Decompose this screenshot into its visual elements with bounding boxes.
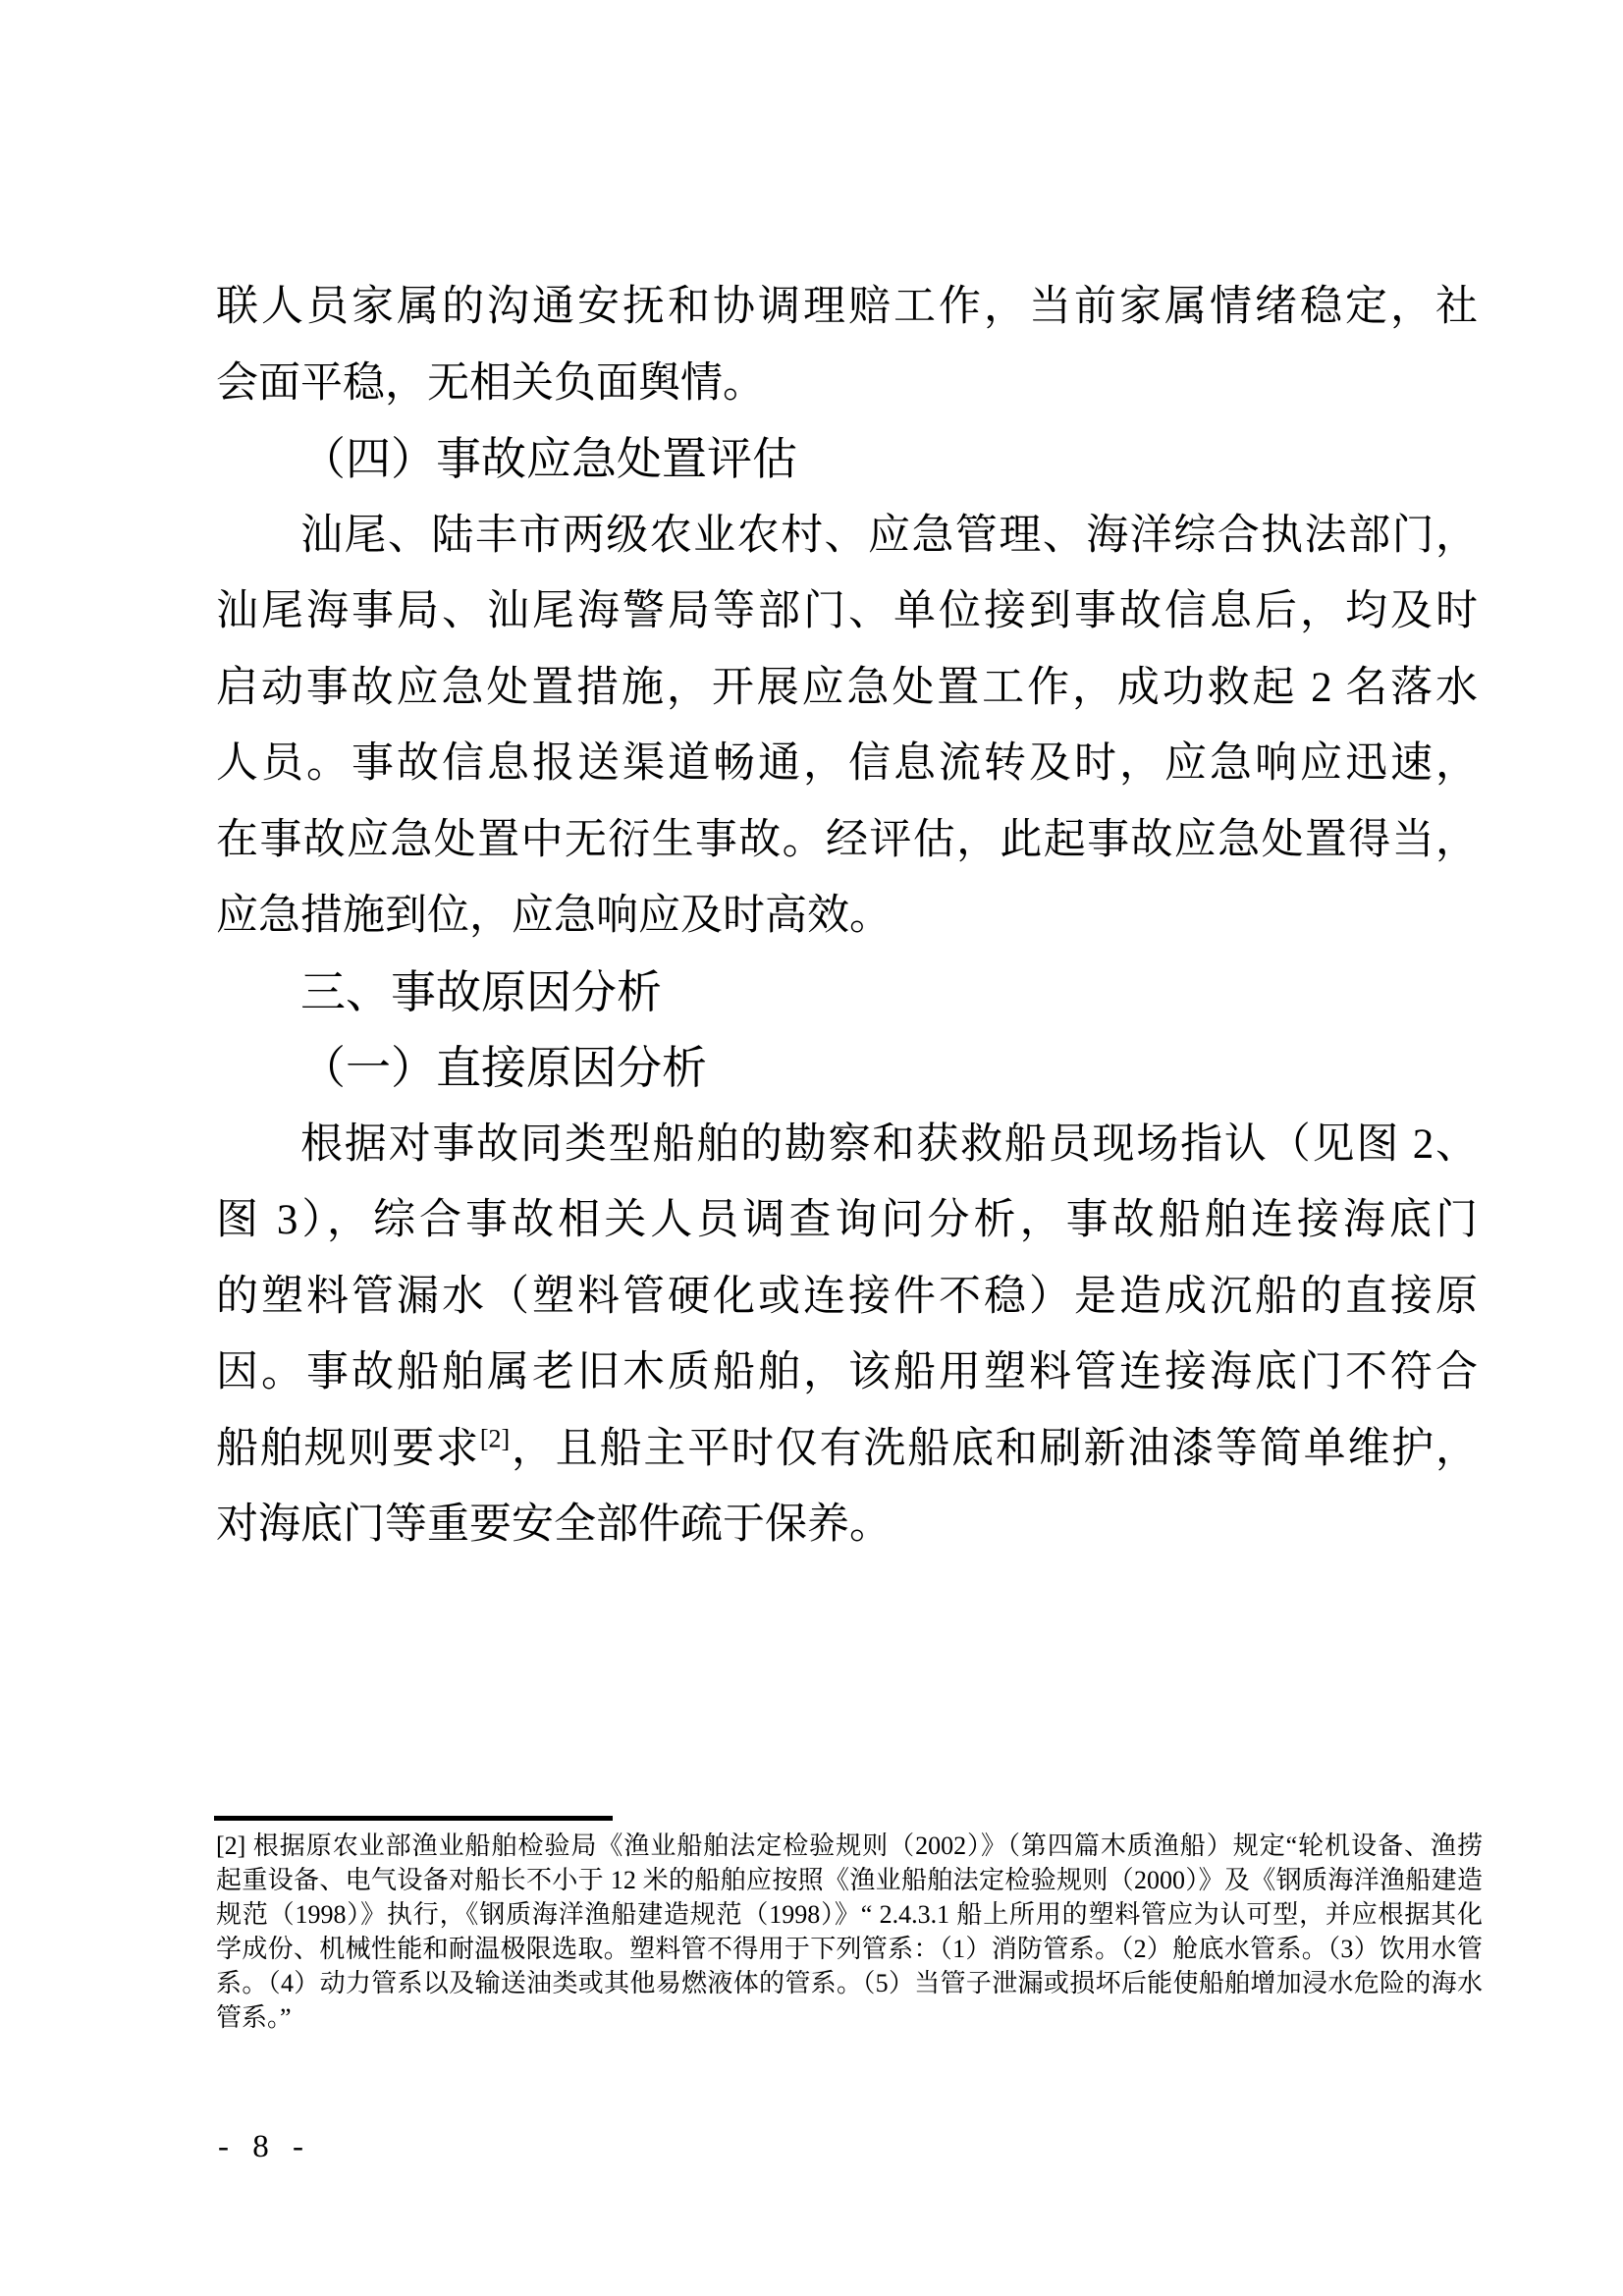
footnote [216,1829,1483,2035]
footnote-ref-sup: [2] [479,1424,511,1453]
body-line: 因。事故船舶属老旧木质船舶，该船用塑料管连接海底门不符合 [216,1349,1478,1395]
footnote-separator [214,1816,613,1821]
section-heading-four: （四）事故应急处置评估 [300,434,797,484]
body-line: 人员。事故信息报送渠道畅通，信息流转及时，应急响应迅速， [216,740,1478,787]
body-line: 联人员家属的沟通安抚和协调理赔工作，当前家属情绪稳定，社 [216,284,1478,330]
body-line: 汕尾海事局、汕尾海警局等部门、单位接到事故信息后，均及时 [216,588,1478,634]
page-number: - 8 - [218,2129,311,2164]
body-line: 对海底门等重要安全部件疏于保养。 [216,1502,892,1548]
body-line-segment: 船舶规则要求 [216,1425,480,1472]
body-line-with-footnote-ref [216,1411,1478,1488]
body-line: 在事故应急处置中无衍生事故。经评估，此起事故应急处置得当， [216,816,1478,863]
body-line: 图 3），综合事故相关人员调查询问分析，事故船舶连接海底门 [216,1197,1478,1243]
body-line-segment: ，且船主平时仅有洗船底和刷新油漆等简单维护， [510,1425,1479,1472]
footnote-line: [2] 根据原农业部渔业船舶检验局《渔业船舶法定检验规则（2002）》（第四篇木质渔船）规定“轮机设备、渔捞 [216,1831,1483,1860]
body-line: 的塑料管漏水（塑料管硬化或连接件不稳）是造成沉船的直接原 [216,1273,1478,1320]
main-text [216,269,1478,1563]
footnote-line: 管系。” [216,2003,292,2032]
chapter-heading: 三、事故原因分析 [300,966,662,1017]
body-line: 汕尾、陆丰市两级农业农村、应急管理、海洋综合执法部门， [300,512,1478,559]
subsection-heading: （一）直接原因分析 [300,1043,707,1093]
body-line: 应急措施到位，应急响应及时高效。 [216,893,892,939]
body-line: 启动事故应急处置措施，开展应急处置工作，成功救起 2 名落水 [216,664,1478,711]
body-line: 根据对事故同类型船舶的勘察和获救船员现场指认（见图 2、 [300,1121,1478,1168]
footnote-line: 学成份、机械性能和耐温极限选取。塑料管不得用于下列管系：（1）消防管系。（2）舱底水管系。（3）饮用水管 [216,1935,1483,1963]
body-line: 会面平稳，无相关负面舆情。 [216,359,765,407]
footnote-line: 起重设备、电气设备对船长不小于 12 米的船舶应按照《渔业船舶法定检验规则（2000）》及《钢质海洋渔船建造 [216,1866,1483,1894]
footnote-line: 系。（4）动力管系以及输送油类或其他易燃液体的管系。（5）当管子泄漏或损坏后能使船舶增加浸水危险的海水 [216,1969,1483,1997]
footnote-line: 规范（1998）》执行，《钢质海洋渔船建造规范（1998）》“ 2.4.3.1 船上所用的塑料管应为认可型，并应根据其化 [216,1900,1483,1929]
